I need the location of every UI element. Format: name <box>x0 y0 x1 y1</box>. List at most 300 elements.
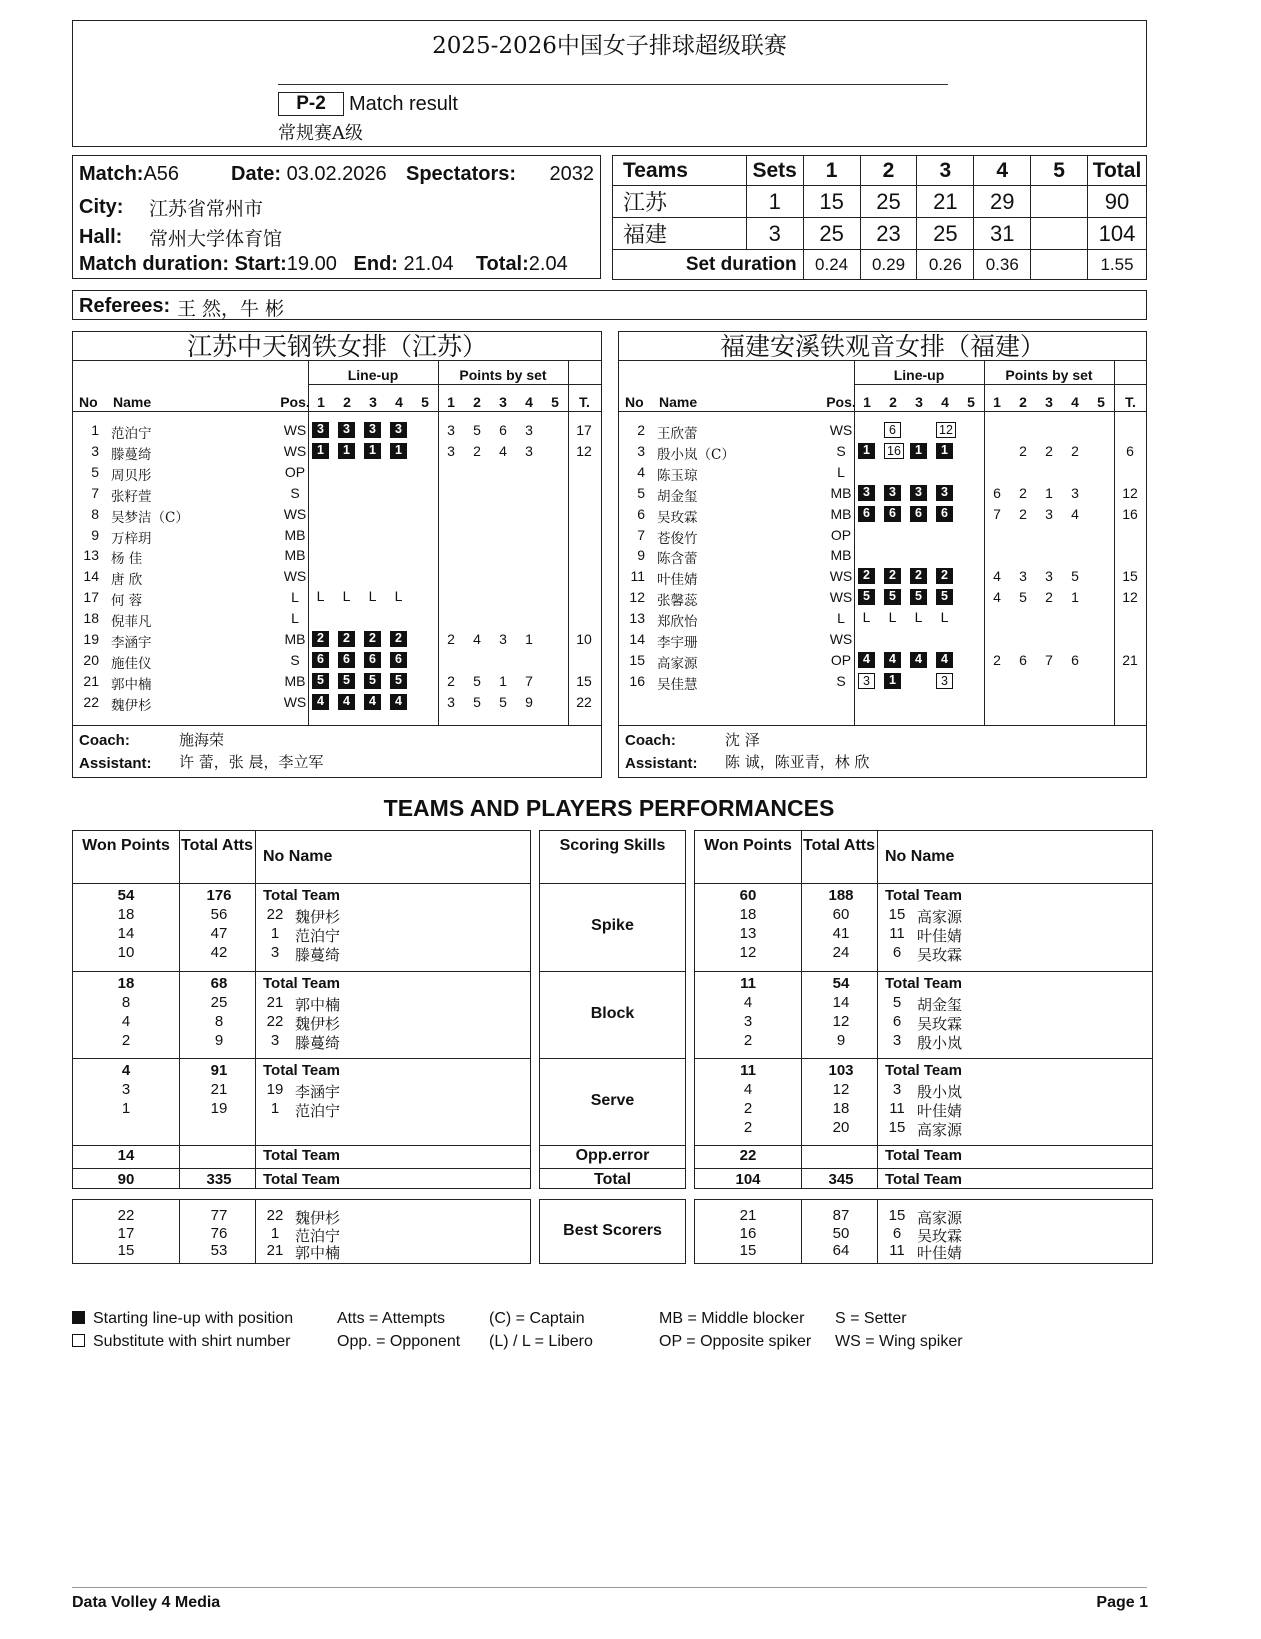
opp-error-row <box>73 1147 530 1165</box>
best-scorer-row <box>73 1207 530 1225</box>
lineup-start-box: 2 <box>390 631 407 647</box>
player-number: 9 <box>637 547 645 564</box>
best-points: 15 <box>739 1242 757 1259</box>
coach-rule <box>619 725 1146 726</box>
shirt-number: 1 <box>270 1100 280 1117</box>
player-name: 范泊宁 <box>295 927 341 945</box>
set-points: 2 <box>447 631 455 647</box>
player-name: 倪菲凡 <box>111 614 152 631</box>
performance-row <box>695 1013 1152 1031</box>
lineup-start-box: 2 <box>884 568 901 584</box>
lineup-start-box: 3 <box>858 485 875 501</box>
total-team-label: Total Team <box>885 887 962 904</box>
player-number: 16 <box>629 672 645 689</box>
player-row <box>619 566 1146 589</box>
player-row <box>619 483 1146 503</box>
assistant-label: Assistant: <box>79 755 152 772</box>
shirt-number: 22 <box>266 906 284 923</box>
match-line <box>79 163 179 186</box>
player-row <box>73 525 601 545</box>
player-number: 11 <box>630 568 645 585</box>
player-row <box>73 587 601 610</box>
shirt-number: 22 <box>266 1207 284 1224</box>
shirt-number: 3 <box>270 944 280 961</box>
performance-row <box>695 1119 1152 1137</box>
set-points: 3 <box>447 693 455 710</box>
end-value: 21.04 <box>403 253 454 275</box>
player-name: 叶佳婧 <box>917 1102 963 1120</box>
lineup-sub-box: 3 <box>858 673 875 689</box>
set-points: 2 <box>1045 442 1053 459</box>
player-row <box>73 483 601 503</box>
performance-title: TEAMS AND PLAYERS PERFORMANCES <box>383 795 835 821</box>
lineup-start-box: 6 <box>910 506 927 522</box>
lineup-start-box: 6 <box>858 506 875 522</box>
subheader-rule <box>854 384 1146 385</box>
best-points: 22 <box>117 1207 135 1224</box>
stage-label: 常规赛A级 <box>278 123 363 144</box>
performance-row <box>695 887 1152 905</box>
player-number: 1 <box>91 422 99 438</box>
player-total-points: 10 <box>576 631 592 647</box>
won-header: Won Points <box>704 837 792 854</box>
player-position: OP <box>830 526 852 543</box>
total-atts: 18 <box>832 1100 850 1117</box>
lineup-start-box: 1 <box>338 443 355 459</box>
player-number: 3 <box>637 442 645 459</box>
player-name: 杨 佳 <box>111 551 143 568</box>
assistant-label: Assistant: <box>625 755 698 772</box>
coach-label: Coach: <box>79 732 130 749</box>
shirt-number: 3 <box>270 1032 280 1049</box>
player-position: S <box>836 442 846 459</box>
result-row <box>613 218 1147 250</box>
lineup-sub-box: 3 <box>936 673 953 689</box>
player-number: 4 <box>637 463 645 480</box>
skill-name: Serve <box>590 1091 635 1109</box>
best-points: 15 <box>117 1242 135 1259</box>
player-name: 范泊宁 <box>111 426 152 442</box>
total-col-label: T. <box>579 394 590 410</box>
lineup-start-box: 3 <box>936 485 953 501</box>
player-name: 陈玉琼 <box>657 467 698 484</box>
player-total-points: 16 <box>1122 505 1138 522</box>
player-name: 吴玫霖 <box>657 509 698 526</box>
legend-captain: (C) = Captain <box>489 1310 585 1327</box>
assistant-names: 陈 诚，陈亚青，林 欣 <box>725 753 870 771</box>
set-points: 3 <box>1019 568 1027 585</box>
player-row <box>73 462 601 482</box>
shirt-number: 3 <box>892 1032 902 1049</box>
won-points: 2 <box>743 1032 753 1049</box>
result-header-row <box>613 156 1147 186</box>
player-name: 李涵宇 <box>295 1083 341 1101</box>
section-rule <box>73 1058 530 1059</box>
total-atts: 188 <box>828 887 854 904</box>
shirt-number: 6 <box>892 1224 902 1242</box>
player-name: 郭中楠 <box>295 1244 341 1262</box>
section-rule <box>540 883 685 884</box>
lineup-start-box: 5 <box>338 673 355 689</box>
set-points: 2 <box>1071 442 1079 459</box>
player-total-points: 15 <box>1122 568 1138 585</box>
lineup-sub-box: 6 <box>884 422 901 438</box>
result-set-score: 15 <box>803 186 860 218</box>
player-number: 8 <box>91 505 99 522</box>
player-row <box>73 692 601 712</box>
performance-row <box>73 1100 530 1118</box>
result-header-cell: 1 <box>803 156 860 186</box>
lineup-set-col: 1 <box>317 394 325 410</box>
result-header-cell: 4 <box>974 156 1031 186</box>
lineup-start-box: 4 <box>936 652 953 668</box>
player-total-points: 15 <box>576 672 592 689</box>
player-row <box>73 420 601 440</box>
player-name: 陈含蕾 <box>657 551 698 568</box>
total-label: Total <box>593 1171 632 1188</box>
player-position: L <box>837 463 845 480</box>
columns-rule <box>619 411 1146 412</box>
player-name: 魏伊杉 <box>295 1209 341 1227</box>
performance-row <box>73 887 530 905</box>
lineup-start-box: 2 <box>364 631 381 647</box>
total-duration-label: Total: <box>475 253 529 275</box>
pos-col-label: Pos. <box>280 394 310 410</box>
result-set-score: 25 <box>803 218 860 250</box>
total-atts: 91 <box>210 1062 228 1079</box>
team-b-performance <box>694 830 1153 1189</box>
lineup-set-col: 4 <box>395 394 403 410</box>
player-row <box>619 545 1146 568</box>
result-set-score <box>1031 218 1088 250</box>
set-points: 2 <box>447 672 455 689</box>
won-points: 2 <box>743 1119 753 1136</box>
player-name: 张籽萱 <box>111 488 152 505</box>
set-points: 3 <box>1045 505 1053 522</box>
lineup-start-box: 5 <box>312 673 329 689</box>
won-points: 11 <box>740 975 756 992</box>
player-row <box>619 504 1146 524</box>
start-label: Start: <box>234 253 287 275</box>
set-points: 3 <box>447 442 455 459</box>
points-set-col: 2 <box>1019 394 1027 410</box>
player-name: 高家源 <box>917 1209 963 1227</box>
points-set-col: 3 <box>499 394 507 410</box>
player-name: 叶佳婧 <box>917 1244 963 1262</box>
performance-row <box>695 975 1152 993</box>
player-position: MB <box>284 631 306 647</box>
player-name: 滕蔓绮 <box>111 446 152 463</box>
player-row <box>619 650 1146 670</box>
player-position: WS <box>283 693 307 710</box>
total-team-label: Total Team <box>263 1062 340 1079</box>
set-points: 5 <box>499 693 507 710</box>
player-name: 张馨蕊 <box>657 593 698 610</box>
total-row <box>73 1171 530 1189</box>
city-label: City: <box>79 196 124 218</box>
coach-name: 施海荣 <box>179 731 225 749</box>
best-scorer-row <box>73 1225 530 1243</box>
total-atts: 176 <box>206 887 232 904</box>
player-position: L <box>291 589 299 606</box>
lineup-start-box: 1 <box>364 443 381 459</box>
performance-row <box>73 975 530 993</box>
total-atts: 20 <box>832 1119 850 1136</box>
assistant-names: 许 蕾，张 晨，李立军 <box>179 753 324 771</box>
player-position: WS <box>829 589 853 606</box>
coach-rule <box>73 725 601 726</box>
result-header-cell: 5 <box>1031 156 1088 186</box>
set-points: 2 <box>473 442 481 459</box>
set-points: 2 <box>1045 589 1053 606</box>
performance-row <box>73 944 530 962</box>
set-points: 5 <box>473 672 481 689</box>
best-atts: 53 <box>210 1242 228 1259</box>
best-scorers-label-box <box>539 1199 686 1264</box>
result-set-score: 23 <box>860 218 917 250</box>
won-points: 4 <box>121 1013 131 1030</box>
set-points: 3 <box>525 422 533 438</box>
total-duration-value: 2.04 <box>528 253 568 275</box>
set-points: 4 <box>473 631 481 647</box>
match-value: A56 <box>143 163 180 185</box>
won-points: 8 <box>121 994 131 1011</box>
player-position: MB <box>284 672 306 689</box>
won-points: 14 <box>117 925 135 942</box>
lineup-libero-mark: L <box>394 588 403 605</box>
performance-row <box>695 1032 1152 1050</box>
lineup-start-box: 4 <box>364 694 381 710</box>
result-sets: 3 <box>746 218 803 250</box>
total-atts: 14 <box>832 994 850 1011</box>
shirt-number: 1 <box>270 925 280 942</box>
player-total-points: 12 <box>1122 589 1138 606</box>
lineup-start-box: 1 <box>936 443 953 459</box>
lineup-start-box: 3 <box>338 422 355 438</box>
player-position: MB <box>830 547 852 564</box>
player-name: 郭中楠 <box>295 996 341 1014</box>
shirt-number: 22 <box>266 1013 284 1030</box>
set-points: 7 <box>993 505 1001 522</box>
footer-page: Page 1 <box>1096 1594 1148 1611</box>
result-set-score: 31 <box>974 218 1031 250</box>
lineup-libero-mark: L <box>914 609 923 626</box>
player-row <box>619 629 1146 649</box>
performance-row <box>73 1032 530 1050</box>
result-set-score: 21 <box>917 186 974 218</box>
player-name: 魏伊杉 <box>295 1015 341 1033</box>
set-points: 7 <box>525 672 533 689</box>
lineup-start-box: 6 <box>364 652 381 668</box>
hall-value: 常州大学体育馆 <box>149 228 283 250</box>
lineup-start-box: 3 <box>312 422 329 438</box>
player-row <box>619 525 1146 545</box>
total-atts: 12 <box>832 1081 850 1098</box>
shirt-number: 1 <box>270 1224 280 1242</box>
header-rule <box>278 84 948 85</box>
set-duration-label: Set duration <box>613 250 804 280</box>
total-atts: 41 <box>832 925 850 942</box>
lineup-start-box: 2 <box>858 568 875 584</box>
player-name: 何 蓉 <box>111 593 143 610</box>
player-number: 6 <box>637 505 645 522</box>
lineup-start-box: 5 <box>910 589 927 605</box>
result-header-cell: Total <box>1088 156 1147 186</box>
lineup-set-col: 1 <box>863 394 871 410</box>
best-atts: 64 <box>832 1242 850 1259</box>
total-atts: 25 <box>210 994 228 1011</box>
legend-atts: Atts = Attempts <box>337 1310 446 1327</box>
lineup-start-box: 6 <box>338 652 355 668</box>
set-points: 5 <box>1071 568 1079 585</box>
referees-label: Referees: <box>79 295 171 317</box>
set-points: 7 <box>1045 651 1053 668</box>
result-team-name: 江苏 <box>613 186 747 218</box>
player-total-points: 22 <box>576 693 592 710</box>
player-number: 17 <box>83 589 99 606</box>
lineup-start-box: 4 <box>312 694 329 710</box>
player-total-points: 12 <box>1122 484 1138 501</box>
substitute-square-icon <box>72 1334 85 1347</box>
coach-label: Coach: <box>625 732 676 749</box>
player-number: 21 <box>83 672 99 689</box>
referees-box <box>72 290 1147 320</box>
total-team-label: Total Team <box>263 975 340 992</box>
shirt-number: 5 <box>892 994 902 1011</box>
lineup-start-box: 2 <box>936 568 953 584</box>
duration-line <box>79 253 568 276</box>
shirt-number: 21 <box>266 1242 284 1259</box>
set-points: 6 <box>993 484 1001 501</box>
player-name: 胡金玺 <box>917 996 963 1014</box>
player-name: 王欣蕾 <box>657 426 698 442</box>
lineup-start-box: 4 <box>858 652 875 668</box>
set-points: 5 <box>473 693 481 710</box>
opp-error-label: Opp.error <box>575 1147 650 1164</box>
lineup-start-box: 2 <box>312 631 329 647</box>
duration-label: Match duration: <box>79 253 229 275</box>
no-name-header: No Name <box>263 848 333 865</box>
lineup-start-box: 1 <box>858 443 875 459</box>
total-team-label: Total Team <box>885 1062 962 1079</box>
player-number: 13 <box>629 610 645 627</box>
player-total-points: 12 <box>576 442 592 459</box>
player-row <box>619 462 1146 482</box>
best-atts: 87 <box>832 1207 850 1224</box>
lineup-set-col: 5 <box>967 394 975 410</box>
player-name: 李涵宇 <box>111 635 152 651</box>
player-name: 唐 欣 <box>111 572 143 589</box>
player-name: 殷小岚（C） <box>657 446 735 463</box>
player-name: 周贝彤 <box>111 467 152 484</box>
best-points: 16 <box>739 1224 757 1242</box>
lineup-set-col: 3 <box>915 394 923 410</box>
opp-error-row <box>695 1147 1152 1165</box>
total-atts-sum: 345 <box>828 1171 854 1188</box>
player-name: 郭中楠 <box>111 676 152 693</box>
best-atts: 50 <box>832 1224 850 1242</box>
player-row <box>73 566 601 589</box>
lineup-start-box: 3 <box>910 485 927 501</box>
legend-s: S = Setter <box>835 1310 907 1327</box>
won-points: 3 <box>121 1081 131 1098</box>
lineup-start-box: 1 <box>312 443 329 459</box>
player-position: MB <box>284 547 306 564</box>
legend-substitute <box>72 1333 290 1351</box>
result-header-cell: 3 <box>917 156 974 186</box>
section-rule <box>540 1145 685 1146</box>
won-points: 60 <box>739 887 757 904</box>
lineup-sub-box: 12 <box>936 422 956 438</box>
shirt-number: 11 <box>889 1100 905 1117</box>
player-name: 吴佳慧 <box>657 676 698 693</box>
lineup-start-box: 5 <box>390 673 407 689</box>
set-duration <box>1031 250 1088 280</box>
footer-rule <box>72 1587 1147 1588</box>
won-points: 18 <box>117 906 135 923</box>
legend-ws: WS = Wing spiker <box>835 1333 963 1350</box>
player-position: MB <box>284 526 306 543</box>
player-position: WS <box>829 568 853 585</box>
lineup-set-col: 5 <box>421 394 429 410</box>
set-points: 3 <box>1045 568 1053 585</box>
points-by-set-label: Points by set <box>1005 367 1093 383</box>
legend-starting-text: Starting line-up with position <box>93 1310 294 1327</box>
player-position: OP <box>284 463 306 480</box>
team-a-best-scorers <box>72 1199 531 1264</box>
player-number: 14 <box>629 631 645 647</box>
best-scorers-label: Best Scorers <box>563 1222 662 1239</box>
spectators-label: Spectators: <box>406 163 517 185</box>
total-atts: 60 <box>832 906 850 923</box>
scoring-skills-column <box>539 830 686 1189</box>
points-set-col: 1 <box>993 394 1001 410</box>
player-number: 12 <box>629 589 645 606</box>
skill-name: Block <box>590 1004 635 1022</box>
player-row <box>619 671 1146 691</box>
lineup-libero-mark: L <box>862 609 871 626</box>
result-row <box>613 186 1147 218</box>
set-points: 1 <box>1071 589 1079 606</box>
player-position: S <box>290 484 300 501</box>
player-name: 魏伊杉 <box>295 908 341 926</box>
opp-error-points: 22 <box>739 1147 757 1164</box>
referees-value: 王 然，牛 彬 <box>177 298 285 320</box>
player-row <box>73 629 601 649</box>
player-row <box>73 671 601 691</box>
won-points: 2 <box>743 1100 753 1117</box>
lineup-sub-box: 16 <box>884 443 904 459</box>
set-points: 4 <box>993 589 1001 606</box>
won-points: 10 <box>117 944 135 961</box>
date-line <box>231 163 387 186</box>
legend-opp: Opp. = Opponent <box>337 1333 461 1350</box>
player-name: 高家源 <box>917 908 963 926</box>
result-set-score <box>1031 186 1088 218</box>
set-points: 3 <box>499 631 507 647</box>
lineup-libero-mark: L <box>888 609 897 626</box>
section-rule <box>73 1145 530 1146</box>
won-points: 4 <box>121 1062 131 1079</box>
footer-left: Data Volley 4 Media <box>72 1594 221 1611</box>
lineup-start-box: 3 <box>884 485 901 501</box>
name-col-label: Name <box>113 394 152 410</box>
total-team-label: Total Team <box>885 1171 962 1188</box>
lineup-set-col: 2 <box>889 394 897 410</box>
points-set-col: 1 <box>447 394 455 410</box>
best-points: 21 <box>739 1207 757 1224</box>
set-points: 1 <box>499 672 507 689</box>
